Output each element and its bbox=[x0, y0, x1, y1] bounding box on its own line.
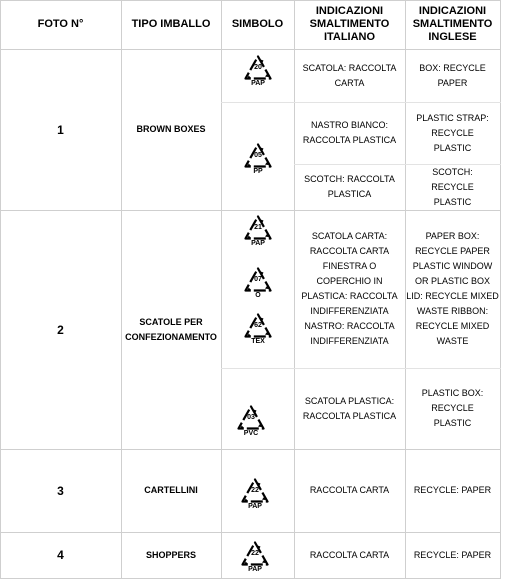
row-tipo-imballo: SCATOLE PER CONFEZIONAMENTO bbox=[125, 316, 217, 342]
recycle-symbol bbox=[243, 54, 273, 88]
recycle-symbol bbox=[243, 266, 273, 300]
row-tipo-imballo: SHOPPERS bbox=[145, 549, 196, 560]
header-inglese: INDICAZIONI SMALTIMENTO INGLESE bbox=[412, 5, 493, 43]
english-instruction: BOX: RECYCLE PAPER bbox=[419, 62, 486, 88]
english-instruction: SCOTCH: RECYCLE PLASTIC bbox=[431, 166, 474, 207]
english-instruction: PLASTIC STRAP: RECYCLE PLASTIC bbox=[416, 112, 489, 153]
material-code: PAP bbox=[251, 80, 265, 87]
recycle-symbol bbox=[236, 404, 266, 438]
row-foto-number: 3 bbox=[57, 483, 64, 498]
header-italiano: INDICAZIONI SMALTIMENTO ITALIANO bbox=[309, 5, 390, 43]
recycle-symbol bbox=[243, 312, 273, 346]
italian-instruction: RACCOLTA CARTA bbox=[309, 485, 390, 495]
recycle-symbol bbox=[243, 142, 273, 176]
resin-code-number: 05 bbox=[254, 152, 262, 159]
row-foto-number: 1 bbox=[57, 122, 64, 137]
row-tipo-imballo: BROWN BOXES bbox=[136, 124, 206, 134]
recycle-symbol bbox=[243, 214, 273, 248]
material-code: PAP bbox=[248, 566, 262, 573]
recycle-symbol bbox=[240, 477, 270, 511]
italian-instruction: SCATOLA CARTA: RACCOLTA CARTA FINESTRA O COPERCHIO IN PLASTICA: RACCOLTA INDIFFERENZIATA NASTRO: RACCOLTA INDIFFERENZIATA bbox=[301, 231, 398, 346]
material-code: PP bbox=[253, 168, 263, 175]
english-instruction: RECYCLE: PAPER bbox=[413, 549, 492, 560]
resin-code-number: 21 bbox=[254, 224, 262, 231]
row-foto-number: 4 bbox=[57, 548, 64, 562]
row-tipo-imballo: CARTELLINI bbox=[144, 485, 198, 495]
header-tipo: TIPO IMBALLO bbox=[131, 18, 211, 30]
italian-instruction: NASTRO BIANCO: RACCOLTA PLASTICA bbox=[302, 120, 397, 145]
english-instruction: PAPER BOX: RECYCLE PAPER PLASTIC WINDOW OR PLASTIC BOX LID: RECYCLE MIXED WASTE RIBBON: RECYCLE MIXED WASTE bbox=[406, 231, 499, 346]
english-instruction: PLASTIC BOX: RECYCLE PLASTIC bbox=[421, 388, 484, 428]
row-foto-number: 2 bbox=[57, 322, 64, 337]
resin-code-number: 22 bbox=[251, 487, 259, 494]
italian-instruction: RACCOLTA CARTA bbox=[309, 549, 390, 560]
material-code: PVC bbox=[243, 430, 259, 437]
italian-instruction: SCOTCH: RACCOLTA PLASTICA bbox=[304, 174, 395, 199]
table-border bbox=[500, 0, 501, 579]
italian-instruction: SCATOLA: RACCOLTA CARTA bbox=[302, 62, 397, 88]
resin-code-number: 20 bbox=[254, 64, 262, 71]
table-border bbox=[221, 0, 222, 579]
resin-code-number: 62 bbox=[254, 322, 262, 329]
header-simbolo: SIMBOLO bbox=[231, 18, 284, 30]
material-code: PAP bbox=[251, 240, 265, 247]
resin-code-number: 07 bbox=[254, 276, 262, 283]
material-code: PAP bbox=[248, 503, 262, 510]
recycle-symbol bbox=[240, 540, 270, 574]
italian-instruction: SCATOLA PLASTICA: RACCOLTA PLASTICA bbox=[302, 395, 397, 421]
resin-code-number: 03 bbox=[247, 414, 255, 421]
material-code: TEX bbox=[251, 338, 265, 345]
english-instruction: RECYCLE: PAPER bbox=[413, 485, 492, 495]
material-code: O bbox=[255, 292, 261, 299]
header-foto: FOTO N° bbox=[37, 18, 84, 30]
resin-code-number: 22 bbox=[251, 550, 259, 557]
